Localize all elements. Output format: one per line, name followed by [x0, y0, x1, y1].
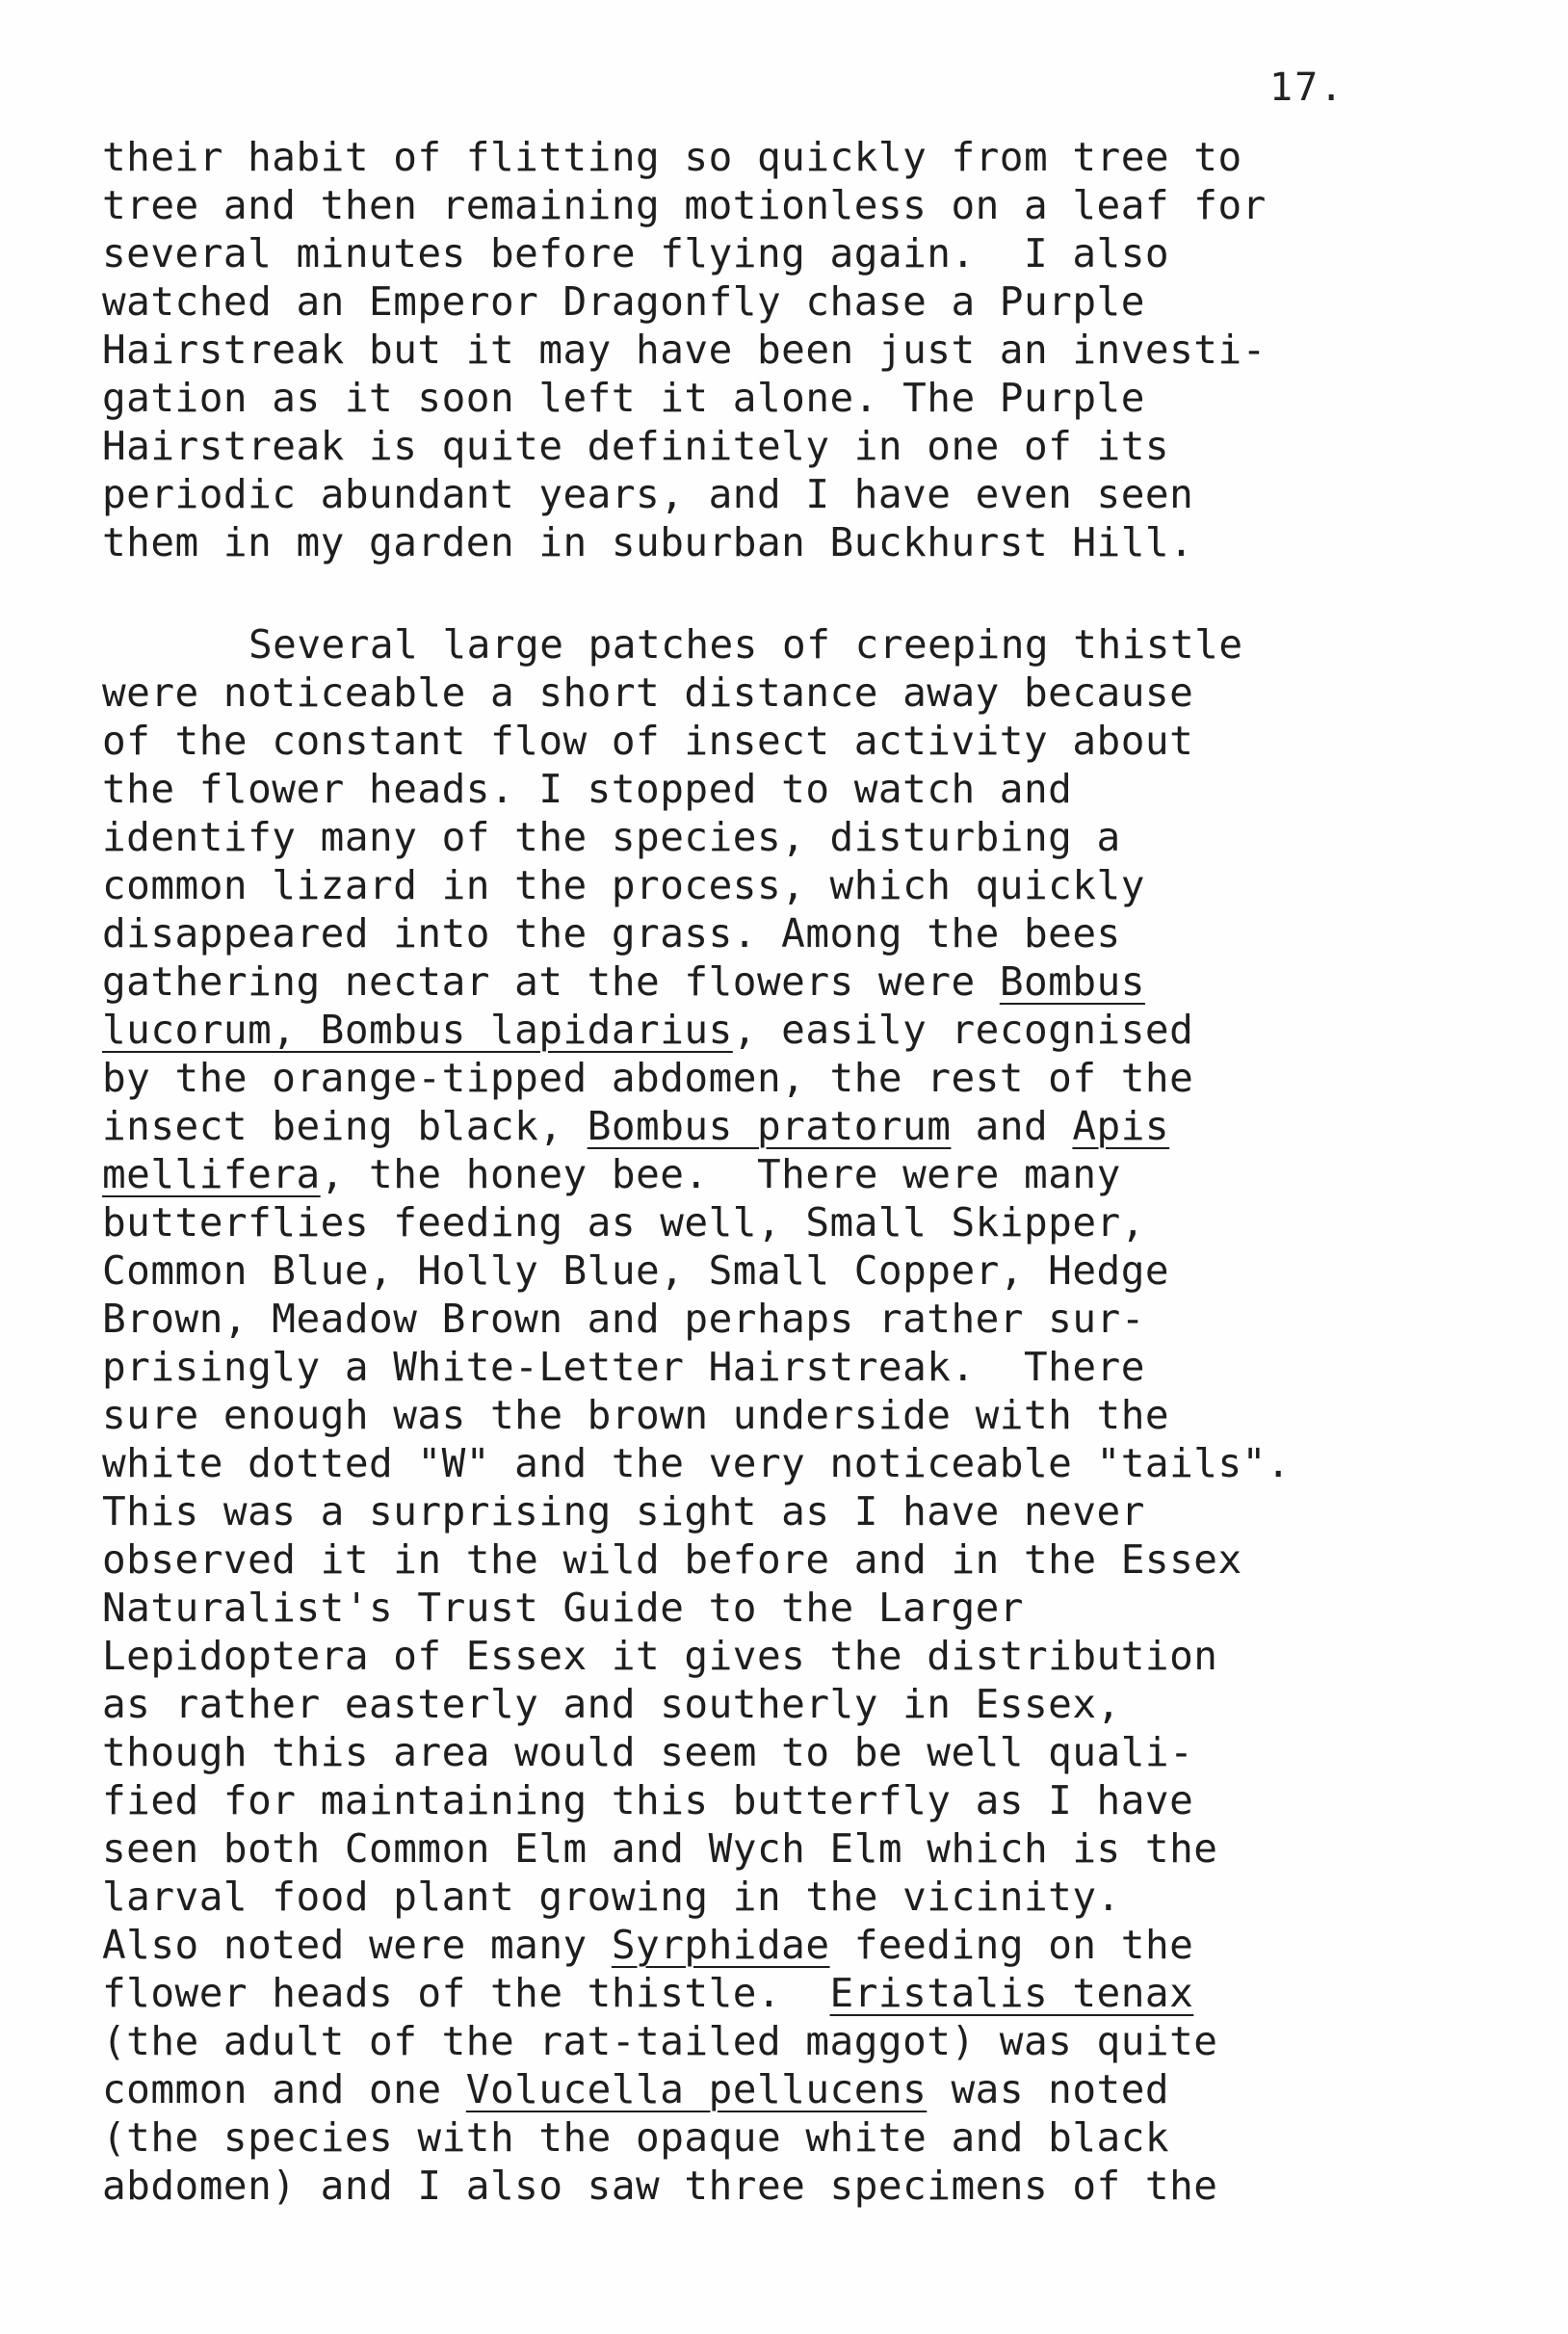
- text-segment: insect being black,: [102, 1103, 588, 1149]
- text-line: [102, 470, 1556, 518]
- text-line: [102, 518, 1556, 566]
- text-segment: sure enough was the brown underside with the: [102, 1392, 1170, 1438]
- text-segment: though this area would seem to be well quali-: [102, 1729, 1194, 1775]
- text-line: [102, 1728, 1556, 1776]
- text-line: [102, 1054, 1556, 1102]
- text-line: [102, 2162, 1556, 2210]
- text-line: [102, 1584, 1556, 1632]
- underlined-species-name: Bombus pratorum: [587, 1103, 952, 1149]
- text-line: [102, 133, 1556, 181]
- text-segment: periodic abundant years, and I have even seen: [102, 471, 1194, 517]
- text-line: [102, 374, 1556, 422]
- text-line: [102, 1680, 1556, 1728]
- underlined-species-name: Bombus: [999, 958, 1145, 1005]
- text-line: [102, 1150, 1556, 1198]
- text-segment: observed it in the wild before and in the Essex: [102, 1536, 1242, 1583]
- text-segment: identify many of the species, disturbing a: [102, 814, 1121, 860]
- text-line: [102, 957, 1556, 1006]
- text-line: [102, 813, 1556, 861]
- text-segment: watched an Emperor Dragonfly chase a Purple: [102, 278, 1145, 325]
- page-number: 17.: [1269, 66, 1346, 110]
- text-line: [102, 717, 1556, 765]
- text-line: [102, 1102, 1556, 1150]
- text-segment: the flower heads. I stopped to watch and: [102, 766, 1073, 812]
- text-line: [102, 422, 1556, 470]
- underlined-species-name: Eristalis tenax: [829, 1970, 1194, 2016]
- text-segment: disappeared into the grass. Among the bees: [102, 910, 1121, 957]
- text-line: [102, 909, 1556, 957]
- text-segment: prisingly a White-Letter Hairstreak. There: [102, 1344, 1145, 1390]
- text-line: [102, 765, 1556, 813]
- text-line: [102, 2065, 1556, 2113]
- text-line: [102, 1873, 1556, 1921]
- text-line: [102, 669, 1556, 717]
- text-line: [102, 1921, 1556, 1969]
- text-segment: , easily recognised: [732, 1007, 1194, 1053]
- text-segment: Also noted were many: [102, 1922, 612, 1968]
- text-segment: by the orange-tipped abdomen, the rest of the: [102, 1055, 1194, 1101]
- text-segment: feeding on the: [829, 1922, 1194, 1968]
- text-line: [102, 1006, 1556, 1054]
- text-segment: their habit of flitting so quickly from tree to: [102, 134, 1242, 180]
- text-segment: larval food plant growing in the vicinity.: [102, 1874, 1121, 1920]
- underlined-species-name: mellifera: [102, 1151, 321, 1197]
- text-segment: , the honey bee. There were many: [320, 1151, 1121, 1197]
- text-segment: tree and then remaining motionless on a leaf for: [102, 182, 1267, 228]
- text-line: [102, 620, 1556, 669]
- text-segment: Brown, Meadow Brown and perhaps rather sur-: [102, 1296, 1145, 1342]
- text-segment: common lizard in the process, which quickly: [102, 862, 1145, 908]
- text-line: [102, 1969, 1556, 2017]
- text-segment: fied for maintaining this butterfly as I have: [102, 1777, 1194, 1823]
- text-line: [102, 326, 1556, 374]
- text-segment: (the species with the opaque white and black: [102, 2114, 1170, 2161]
- text-line: [102, 1343, 1556, 1391]
- text-line: [102, 1535, 1556, 1584]
- underlined-species-name: lucorum, Bombus lapidarius: [102, 1007, 733, 1053]
- text-line: [102, 1439, 1556, 1487]
- text-segment: Hairstreak is quite definitely in one of its: [102, 423, 1170, 469]
- text-segment: flower heads of the thistle.: [102, 1970, 830, 2016]
- text-segment: Several large patches of creeping thistle: [248, 621, 1243, 668]
- text-segment: Naturalist's Trust Guide to the Larger: [102, 1585, 1024, 1631]
- text-segment: them in my garden in suburban Buckhurst Hill.: [102, 519, 1194, 565]
- text-line: [102, 1487, 1556, 1535]
- text-segment: Hairstreak but it may have been just an investi-: [102, 327, 1267, 373]
- text-segment: Common Blue, Holly Blue, Small Copper, Hedge: [102, 1247, 1170, 1294]
- text-line: [102, 181, 1556, 229]
- text-segment: several minutes before flying again. I also: [102, 230, 1170, 276]
- text-segment: (the adult of the rat-tailed maggot) was quite: [102, 2018, 1218, 2064]
- text-segment: abdomen) and I also saw three specimens of the: [102, 2163, 1218, 2209]
- text-segment: were noticeable a short distance away because: [102, 669, 1194, 716]
- text-segment: was noted: [927, 2066, 1170, 2112]
- text-line: [102, 861, 1556, 909]
- text-segment: gathering nectar at the flowers were: [102, 958, 1000, 1005]
- text-segment: of the constant flow of insect activity about: [102, 718, 1194, 764]
- paragraph-1: [102, 133, 1556, 566]
- text-line: [102, 1198, 1556, 1246]
- text-line: [102, 1776, 1556, 1824]
- text-segment: seen both Common Elm and Wych Elm which is the: [102, 1825, 1218, 1872]
- text-segment: This was a surprising sight as I have never: [102, 1488, 1145, 1534]
- underlined-species-name: Syrphidae: [611, 1922, 830, 1968]
- text-segment: white dotted "W" and the very noticeable "tails".: [102, 1440, 1292, 1486]
- text-segment: as rather easterly and southerly in Essex,: [102, 1681, 1121, 1727]
- underlined-species-name: Volucella pellucens: [465, 2066, 928, 2112]
- text-segment: common and one: [102, 2066, 466, 2112]
- text-segment: Lepidoptera of Essex it gives the distribution: [102, 1633, 1218, 1679]
- text-line: [102, 1824, 1556, 1873]
- text-line: [102, 1246, 1556, 1295]
- text-line: [102, 2017, 1556, 2065]
- text-line: [102, 1632, 1556, 1680]
- text-line: [102, 1295, 1556, 1343]
- text-segment: and: [951, 1103, 1073, 1149]
- text-segment: gation as it soon left it alone. The Purple: [102, 375, 1145, 421]
- text-line: [102, 229, 1556, 277]
- text-line: [102, 2113, 1556, 2162]
- text-line: [102, 1391, 1556, 1439]
- paragraph-2: [102, 620, 1556, 2210]
- underlined-species-name: Apis: [1072, 1103, 1170, 1149]
- text-line: [102, 277, 1556, 326]
- text-segment: butterflies feeding as well, Small Skipper,: [102, 1199, 1145, 1246]
